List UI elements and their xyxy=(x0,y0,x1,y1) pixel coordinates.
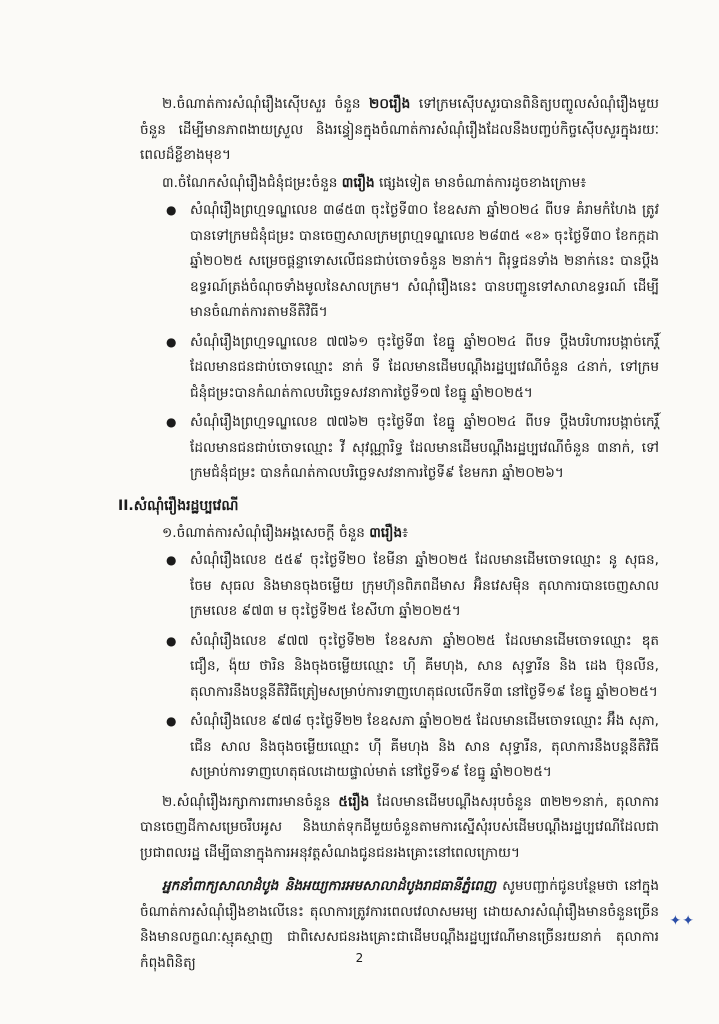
civil-paragraph-1-text: ១.ចំណាត់ការសំណុំរឿងអង្គសេចក្តី ចំនួន xyxy=(162,524,370,541)
spokesperson-heading: អ្នកនាំពាក្យសាលាដំបូង និងអយ្យការអមសាលាដំបូងរាជធានីភ្នំពេញ xyxy=(162,878,496,894)
bullet-icon: ● xyxy=(166,553,177,567)
list-item-text: សំណុំរឿងលេខ ៩៧៨ ចុះថ្ងៃទី២២ ខែឧសភា ឆ្នាំ២០២៥ ដែលមានដើមចោទឈ្មោះ អ៊ឹង សុភា, ជើន សាល និងចុងចម្លើយឈ្មោះ ហ៊ី គីមហុង និង សាន សុទ្ធារីន, តុលាការនឹងបន្តនីតិវិធីសម្រាប់ការទាញហេតុផលដោយផ្ទាល់មាត់ នៅថ្ងៃទី១៩ ខែធ្នូ ឆ្នាំ២០២៥។ xyxy=(190,713,659,780)
list-item xyxy=(166,330,659,407)
criminal-case-list xyxy=(140,198,659,487)
stamp-mark-icon: ✦✦ xyxy=(669,913,695,929)
civil-paragraph-2-count: ៥រឿង xyxy=(338,793,370,810)
list-item-text: សំណុំរឿងលេខ ៩៧៧ ចុះថ្ងៃទី២២ ខែឧសភា ឆ្នាំ២០២៥ ដែលមានដើមចោទឈ្មោះ ឌុត ជឿន, ង៉ុយ ថារិន និងចុងចម្លើយឈ្មោះ ហ៊ី គីមហុង, សាន សុទ្ធារីន និង ដេង ប៊ុនលីន, តុលាការនឹងបន្តនីតិវិធីត្រៀមសម្រាប់ការទាញហេតុផលលើកទី៣ នៅថ្ងៃទី១៩ ខែធ្នូ ឆ្នាំ២០២៥។ xyxy=(190,632,659,700)
bullet-icon: ● xyxy=(166,203,177,217)
bullet-icon: ● xyxy=(166,714,177,728)
civil-paragraph-2-rest: ដែលមានដើមបណ្តឹងសរុបចំនួន ៣២២១នាក់, តុលាការបានចេញដីកាសម្រេចរឹបអូស និងឃាត់ទុកដីមួយចំនួនតាមការស្នើសុំរបស់ដើមបណ្តឹងរដ្ឋប្បវេណីដែលជាប្រជាពលរដ្ឋ ដើម្បីធានាក្នុងការអនុវត្តសំណងជូនជនរងគ្រោះនៅពេលក្រោយ។ xyxy=(140,793,659,861)
paragraph-3-text: ៣.ចំណែកសំណុំរឿងជំនុំជម្រះចំនួន xyxy=(162,174,342,191)
list-item xyxy=(166,548,659,625)
list-item xyxy=(166,198,659,326)
section-heading-civil: II.សំណុំរឿងរដ្ឋប្បវេណី xyxy=(118,497,239,514)
paragraph-2-count: ២០រឿង xyxy=(369,96,411,112)
paragraph-2 xyxy=(140,92,659,169)
list-item xyxy=(166,410,659,487)
paragraph-2-rest: ទៅក្រមស៊ើបសួរបានពិនិត្យបញ្ចូលសំណុំរឿងមួយចំនួន ដើម្បីមានភាពងាយស្រួល និងរន្ធៀនក្នុងចំណាត់ការសំណុំរឿងដែលនឹងបញ្ចប់កិច្ចស៊ើបសួរក្នុងរយៈពេលដ៏ខ្លីខាងមុខ។ xyxy=(140,96,659,163)
civil-paragraph-2 xyxy=(140,790,659,867)
closing-text: សូមបញ្ជាក់ជូនបន្ថែមថា នៅក្នុងចំណាត់ការសំណុំរឿងខាងលើនេះ តុលាការត្រូវការពេលវេលាសមរម្យ ដោយសារសំណុំរឿងមានចំនួនច្រើន និងមានលក្ខណៈស្មុគស្មាញ ជាពិសេសជនរងគ្រោះជាដើមបណ្តឹងរដ្ឋប្បវេណីមានច្រើនរយនាក់ តុលាការកំពុងពិនិត្យ xyxy=(140,878,659,971)
paragraph-3-count: ៣រឿង xyxy=(341,174,375,191)
bullet-icon: ● xyxy=(166,334,177,349)
list-item-text: សំណុំរឿងព្រហ្មទណ្ឌលេខ ៧៧៦១ ចុះថ្ងៃទី៣ ខែធ្នូ ឆ្នាំ២០២៤ ពីបទ ប្តឹងបរិហារបង្កាច់កេរ្តិ៍ ដែលមានជនជាប់ចោទឈ្មោះ នាក់ ទី ដែលមានដើមបណ្តឹងរដ្ឋប្បវេណីចំនួន ៤នាក់, ទៅក្រមជំនុំជម្រះបានកំណត់កាលបរិច្ឆេទសវនាការថ្ងៃទី១៧ ខែធ្នូ ឆ្នាំ២០២៥។ xyxy=(190,333,659,401)
list-item-text: សំណុំរឿងព្រហ្មទណ្ឌលេខ ៧៧៦២ ចុះថ្ងៃទី៣ ខែធ្នូ ឆ្នាំ២០២៤ ពីបទ ប្តឹងបរិហារបង្កាច់កេរ្តិ៍ ដែលមានជនជាប់ចោទឈ្មោះ វី សុវណ្ណារិទ្ធ ដែលមានដើមបណ្តឹងរដ្ឋប្បវេណីចំនួន ៣នាក់, ទៅក្រមជំនុំជម្រះ បានកំណត់កាលបរិច្ឆេទសវនាការថ្ងៃទី៩ ខែមករា ឆ្នាំ២០២៦។ xyxy=(190,414,659,481)
paragraph-3-rest: ផ្សេងទៀត មានចំណាត់ការដូចខាងក្រោម៖ xyxy=(374,174,587,191)
civil-paragraph-2-text: ២.សំណុំរឿងរក្សាការពារមានចំនួន xyxy=(162,793,339,810)
list-item xyxy=(166,709,659,786)
list-item-text: សំណុំរឿងលេខ ៥៥៩ ចុះថ្ងៃទី២០ ខែមីនា ឆ្នាំ២០២៥ ដែលមានដើមចោទឈ្មោះ នូ សុធន, ចែម សុធល និងមានចុងចម្លើយ ក្រុមហ៊ុនពិភពដីមាស អ៊ិនវេសម៉ិន តុលាការបានចេញសាលក្រមលេខ ៩៧៣ ម ចុះថ្ងៃទី២៥ ខែសីហា ឆ្នាំ២០២៥។ xyxy=(190,552,659,619)
bullet-icon: ● xyxy=(166,633,177,648)
civil-paragraph-1-rest: ៖ xyxy=(402,524,409,541)
paragraph-3 xyxy=(140,171,659,197)
civil-paragraph-1-count: ៣រឿង xyxy=(369,524,403,541)
list-item-text: សំណុំរឿងព្រហ្មទណ្ឌលេខ ៣៨៥៣ ចុះថ្ងៃទី៣០ ខែឧសភា ឆ្នាំ២០២៤ ពីបទ គំរាមកំហែង ត្រូវបានទៅក្រមជំនុំជម្រះ បានចេញសាលក្រមព្រហ្មទណ្ឌលេខ ២៨៣៥ «ខ» ចុះថ្ងៃទី៣០ ខែកក្កដា ឆ្នាំ២០២៥ សម្រេចផ្តន្ទាទោសលើជនជាប់ចោទចំនួន ២នាក់។ ពិរុទ្ធជនទាំង ២នាក់នេះ បានប្តឹងឧទ្ធរណ៍ត្រង់ចំណុចទាំងមូលនៃសាលក្រម។ សំណុំរឿងនេះ បានបញ្ជូនទៅសាលាឧទ្ធរណ៍ ដើម្បីមានចំណាត់ការតាមនីតិវិធី។ xyxy=(190,202,659,320)
paragraph-2-text: ២.ចំណាត់ការសំណុំរឿងស៊ើបសួរ ចំនួន xyxy=(162,96,370,112)
list-item xyxy=(166,629,659,706)
civil-case-list xyxy=(140,548,659,786)
civil-paragraph-1 xyxy=(140,521,659,547)
bullet-icon: ● xyxy=(166,415,177,429)
page-number: 2 xyxy=(355,951,364,965)
